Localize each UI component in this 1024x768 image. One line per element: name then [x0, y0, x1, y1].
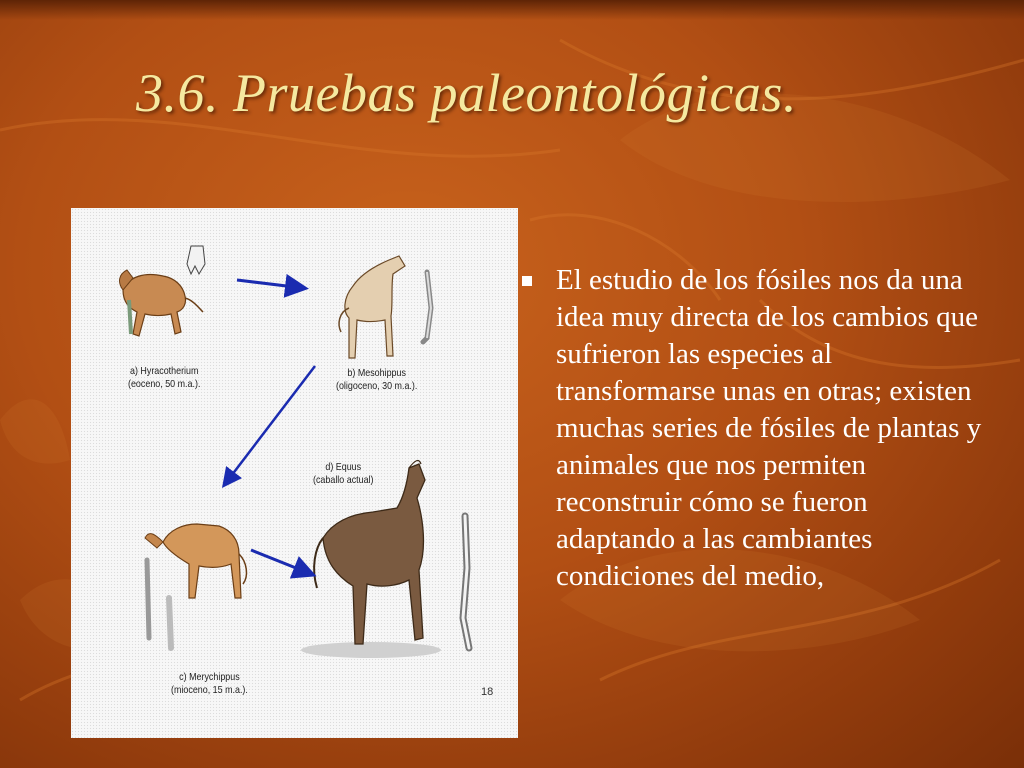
caption-equus-name: d) Equus [325, 461, 362, 473]
caption-mesohippus-age: (oligoceno, 30 m.a.). [336, 380, 418, 392]
merychippus-illustration [145, 524, 246, 648]
caption-merychippus-name: c) Merychippus [179, 671, 240, 683]
hyracotherium-illustration [120, 246, 205, 336]
mesohippus-illustration [339, 256, 431, 358]
bullet-item [520, 262, 990, 595]
arrow-b-to-c [225, 366, 315, 484]
caption-merychippus-age: (mioceno, 15 m.a.). [171, 684, 248, 696]
bullet-item-text: El estudio de los fósiles nos da una idea muy directa de los cambios que sufrieron las especies al transformarse unas en otras; existen muchas series de fósiles de plantas y animales que nos permiten reconstruir cómo se fueron adaptando a las cambiantes condiciones del medio, [556, 264, 982, 592]
caption-hyracotherium-age: (eoceno, 50 m.a.). [128, 378, 201, 390]
horse-evolution-figure [71, 208, 518, 738]
bullet-list [520, 262, 990, 595]
arrow-a-to-b [237, 280, 303, 288]
figure-page-number: 18 [481, 686, 494, 698]
caption-hyracotherium-name: a) Hyracotherium [129, 365, 199, 377]
slide-title: 3.6. Pruebas paleontológicas. [136, 63, 797, 123]
caption-equus [313, 461, 374, 487]
equus-illustration [301, 461, 469, 658]
caption-equus-age: (caballo actual) [313, 474, 374, 486]
caption-mesohippus [336, 367, 417, 393]
horse-evolution-illustration [71, 208, 518, 738]
caption-hyracotherium [128, 365, 200, 391]
square-bullet-icon [522, 276, 532, 286]
caption-merychippus [171, 671, 248, 697]
arrow-c-to-d [251, 550, 311, 574]
caption-mesohippus-name: b) Mesohippus [347, 367, 406, 379]
